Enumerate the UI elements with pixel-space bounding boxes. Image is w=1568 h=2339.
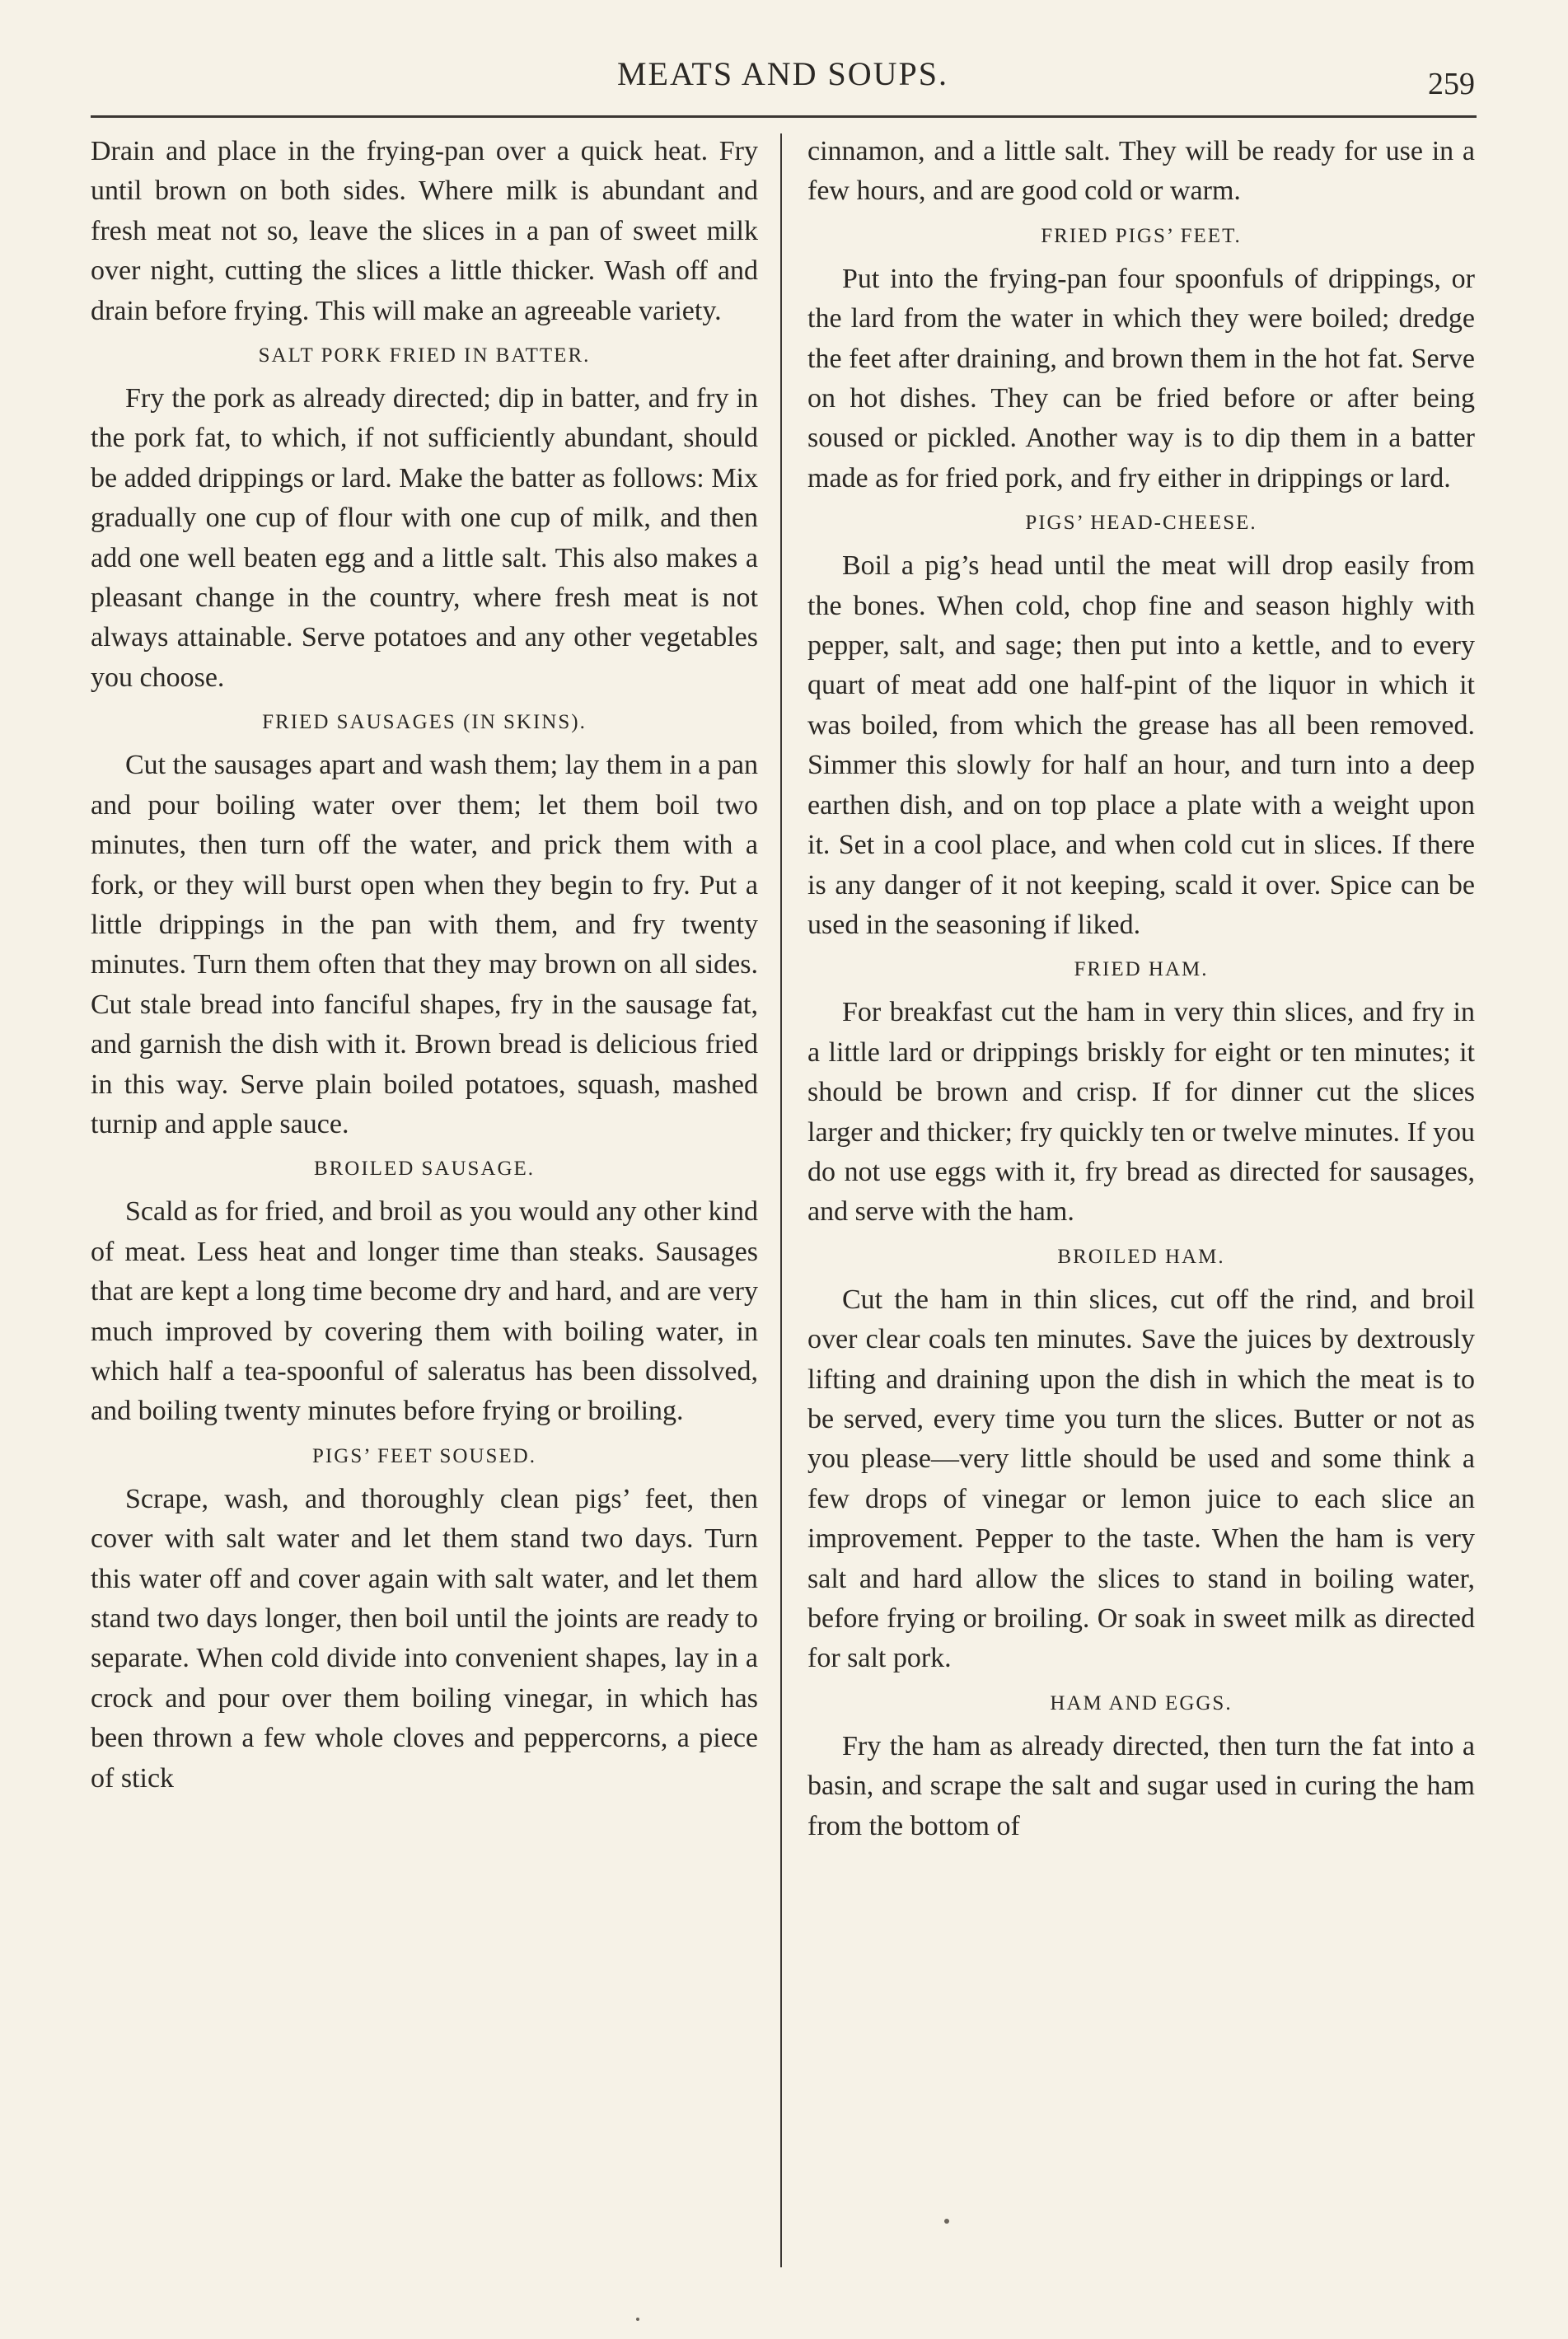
paragraph: Cut the ham in thin slices, cut off the rind, and broil over clear coals ten minutes. Save the juices by dextrously lifting and draining upon the dish in which the meat is to be served, every time you turn the slices. Butter or not as you please—very little should be used and some think a few drops of vinegar or lemon juice to each slice an improvement. Pepper to the taste. When the ham is very salt and hard allow the slices to stand in boiling water, before frying or broiling. Or soak in sweet milk as directed for salt pork.: [807, 1284, 1475, 1674]
page-header: [91, 51, 1475, 101]
paragraph: Scrape, wash, and thoroughly clean pigs’ feet, then cover with salt water and let them stand two days. Turn this water off and cover again with salt water, and let them stand two days longer, then boil until the joints are ready to separate. When cold divide into convenient shapes, lay in a crock and pour over them boiling vinegar, in which has been thrown a few whole cloves and peppercorns, a piece of stick: [91, 1483, 758, 1794]
paragraph: Cut the sausages apart and wash them; lay them in a pan and pour boiling water over them; let them boil two minutes, then turn off the water, and prick them with a fork, or they will burst open when they begin to fry. Put a little drippings in the pan with them, and fry twenty minutes. Turn them often that they may brown on all sides. Cut stale bread into fanciful shapes, fry in the sausage fat, and garnish the dish with it. Brown bread is delicious fried in this way. Serve plain boiled potatoes, squash, mashed turnip and apple sauce.: [91, 750, 758, 1139]
paragraph: Put into the frying-pan four spoonfuls of drippings, or the lard from the water in which they were boiled; dredge the feet after draining, and brown them in the hot fat. Serve on hot dishes. They can be fried before or after being soused or pickled. Another way is to dip them in a batter made as for fried pork, and fry either in drippings or lard.: [807, 263, 1475, 494]
paragraph: Fry the pork as already directed; dip in batter, and fry in the pork fat, to which, if not sufficiently abundant, should be added drippings or lard. Make the batter as follows: Mix gradually one cup of flour with one cup of milk, and then add one well beaten egg and a little salt. This also makes a pleasant change in the country, where fresh meat is not always attainable. Serve potatoes and any other vegetables you choose.: [91, 383, 758, 693]
paragraph: cinnamon, and a little salt. They will be ready for use in a few hours, and are good cold or warm.: [807, 136, 1475, 207]
section-heading: SALT PORK FRIED IN BATTER.: [258, 344, 591, 367]
section-heading: FRIED SAUSAGES (IN SKINS).: [262, 711, 587, 734]
header-rule: [91, 115, 1477, 118]
running-head: MEATS AND SOUPS.: [616, 55, 949, 92]
print-speck: [636, 2318, 639, 2321]
left-column: [91, 132, 758, 1799]
print-speck: [944, 2219, 949, 2224]
paragraph: Fry the ham as already directed, then turn the fat into a basin, and scrape the salt and sugar used in curing the ham from the bottom of: [807, 1730, 1475, 1841]
section-heading: BROILED HAM.: [1057, 1245, 1225, 1268]
page-number: 259: [1428, 67, 1475, 101]
paragraph: Scald as for fried, and broil as you would any other kind of meat. Less heat and longer time than steaks. Sausages that are kept a long time become dry and hard, and are very much improved by covering them with boiling water, in which half a tea-spoonful of saleratus has been dissolved, and boiling twenty minutes before frying or broiling.: [91, 1196, 758, 1427]
column-divider: [780, 133, 782, 2267]
paragraph: Boil a pig’s head until the meat will drop easily from the bones. When cold, chop fine and season highly with pepper, salt, and sage; then put into a kettle, and to every quart of meat add one half-pint of the liquor in which it was boiled, from which the grease has all been removed. Simmer this slowly for half an hour, and turn into a deep earthen dish, and on top place a plate with a weight upon it. Set in a cool place, and when cold cut in slices. If there is any danger of it not keeping, scald it over. Spice can be used in the seasoning if liked.: [807, 550, 1475, 940]
section-heading: BROILED SAUSAGE.: [313, 1158, 536, 1181]
paragraph: For breakfast cut the ham in very thin slices, and fry in a little lard or drippings briskly for eight or ten minutes; it should be brown and crisp. If for dinner cut the slices larger and thicker; fry quickly ten or twelve minutes. If you do not use eggs with it, fry bread as directed for sausages, and serve with the ham.: [807, 997, 1475, 1228]
right-column: [807, 132, 1475, 1846]
section-heading: PIGS’ HEAD-CHEESE.: [1025, 512, 1257, 535]
section-heading: FRIED PIGS’ FEET.: [1041, 224, 1242, 247]
section-heading: PIGS’ FEET SOUSED.: [312, 1444, 536, 1467]
section-heading: HAM AND EGGS.: [1050, 1691, 1233, 1714]
paragraph: Drain and place in the frying-pan over a quick heat. Fry until brown on both sides. Where milk is abundant and fresh meat not so, leave the slices in a pan of sweet milk over night, cutting the slices a little thicker. Wash off and drain before frying. This will make an agreeable variety.: [91, 136, 758, 326]
section-heading: FRIED HAM.: [1074, 958, 1209, 981]
